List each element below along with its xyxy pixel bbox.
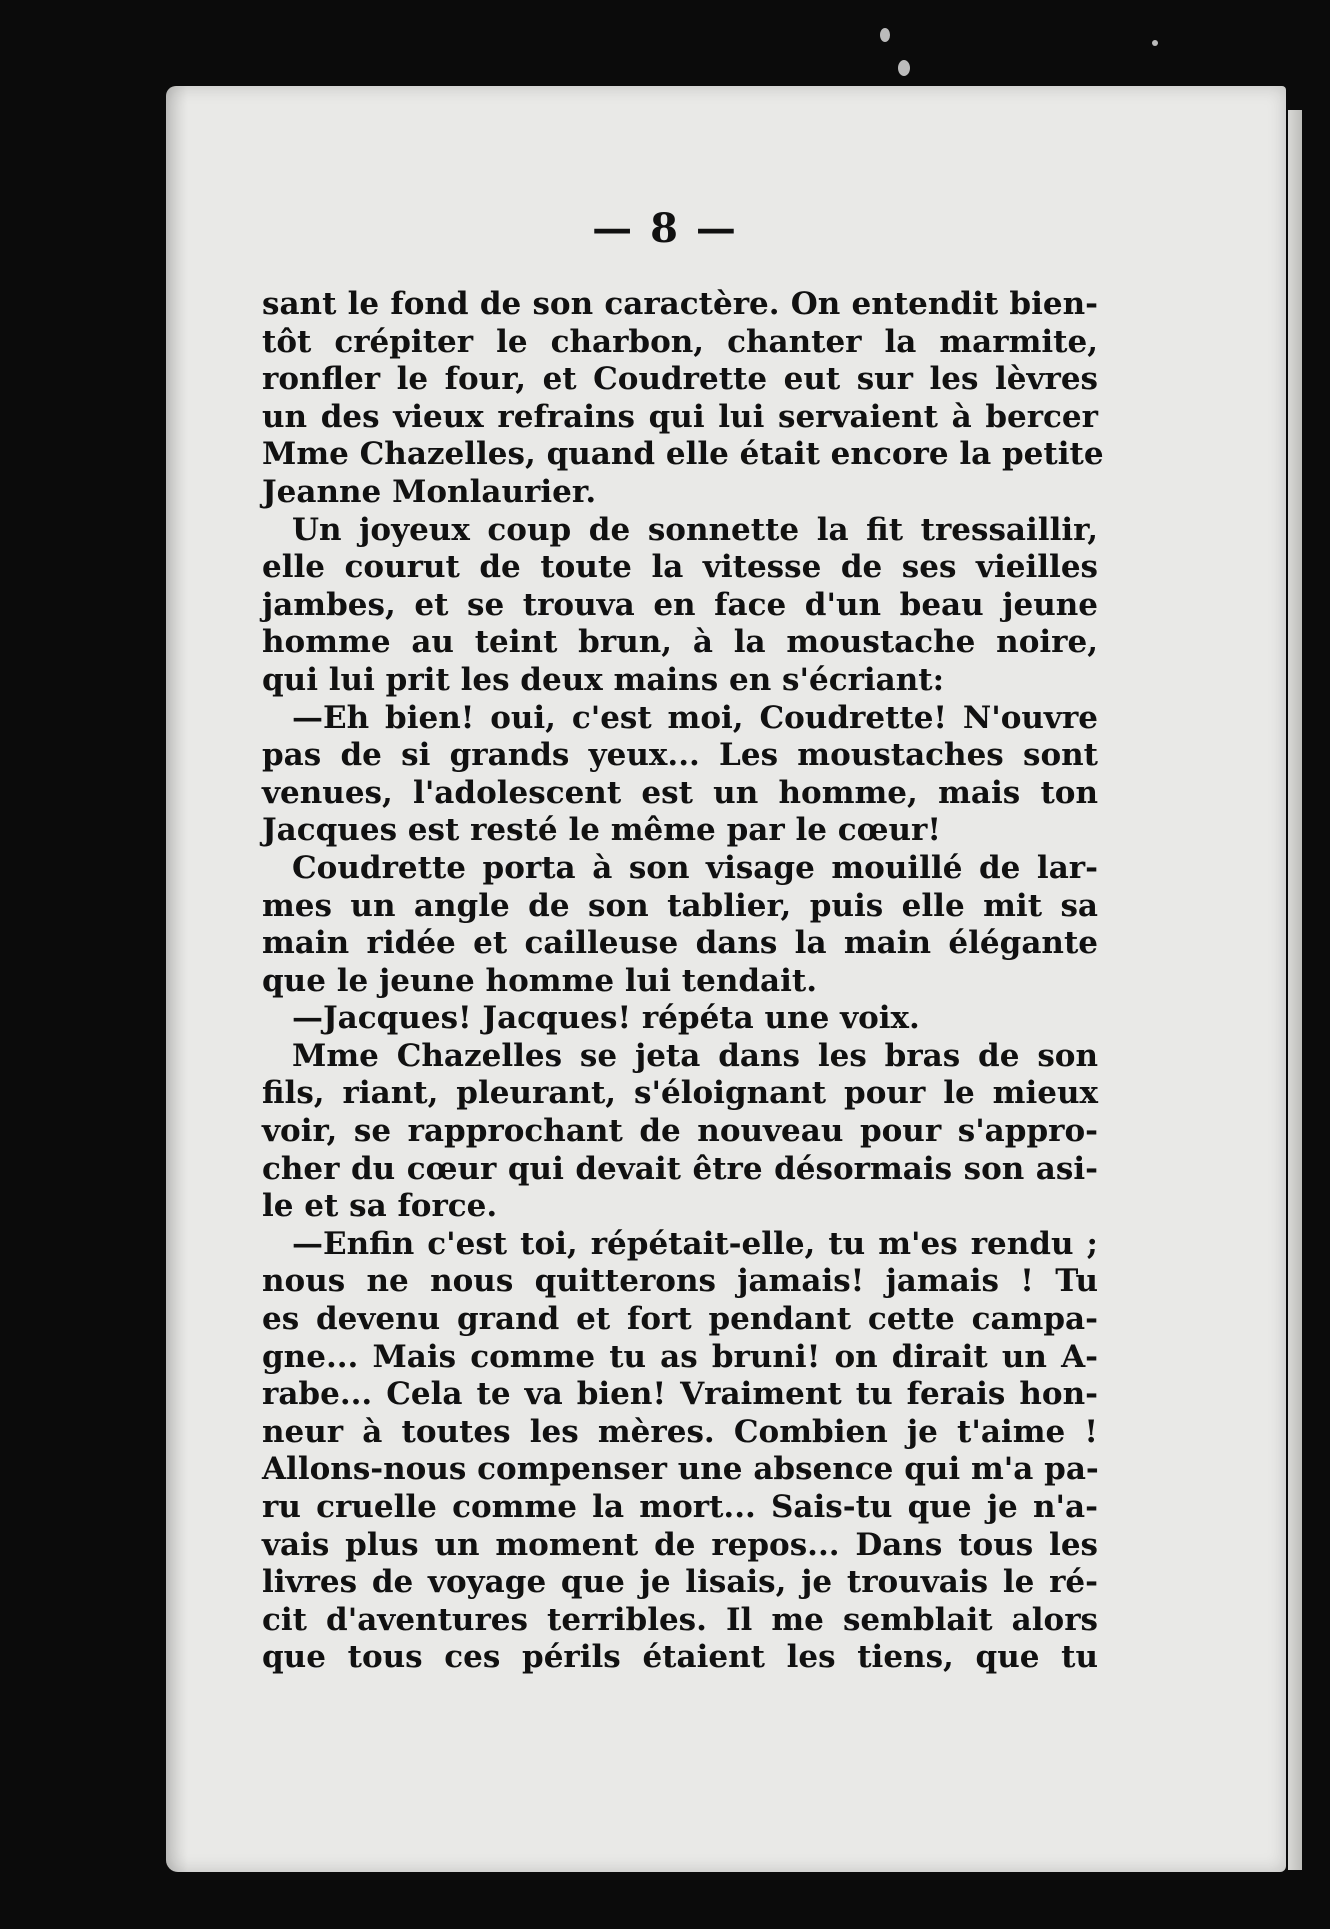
- text-line: voir, se rapprochant de nouveau pour s'appro-: [262, 1113, 1098, 1150]
- scan-speck: [1152, 40, 1158, 46]
- text-line: main ridée et cailleuse dans la main élégante: [262, 925, 1098, 962]
- text-line: Allons-nous compenser une absence qui m'a pa-: [262, 1451, 1099, 1488]
- text-line: sant le fond de son caractère. On entendit bien-: [262, 286, 1098, 322]
- text-line: Jacques est resté le même par le cœur!: [262, 812, 941, 849]
- text-line: que le jeune homme lui tendait.: [262, 962, 818, 999]
- text-line: Jeanne Monlaurier.: [262, 473, 597, 510]
- text-line: qui lui prit les deux mains en s'écriant:: [262, 661, 945, 698]
- text-line: nous ne nous quitterons jamais! jamais ! Tu: [262, 1263, 1098, 1300]
- text-line: vais plus un moment de repos... Dans tous les: [262, 1526, 1098, 1563]
- text-line: homme au teint brun, à la moustache noire,: [262, 624, 1098, 661]
- page-edge: [1288, 110, 1302, 1870]
- text-line: es devenu grand et fort pendant cette campa-: [262, 1301, 1098, 1338]
- text-line: que tous ces périls étaient les tiens, que tu: [262, 1639, 1098, 1676]
- body-text: [262, 286, 1104, 1677]
- text-line: mes un angle de son tablier, puis elle mit sa: [262, 887, 1098, 924]
- text-line: Coudrette porta à son visage mouillé de lar-: [292, 849, 1098, 886]
- text-line: Un joyeux coup de sonnette la fit tressaillir,: [292, 511, 1098, 548]
- text-line: pas de si grands yeux... Les moustaches sont: [262, 737, 1098, 774]
- text-line: —Eh bien! oui, c'est moi, Coudrette! N'ouvre: [292, 699, 1098, 736]
- binding-shadow: [166, 86, 188, 1872]
- text-line: cher du cœur qui devait être désormais son asi-: [262, 1150, 1098, 1187]
- text-line: tôt crépiter le charbon, chanter la marmite,: [262, 323, 1098, 360]
- text-line: cit d'aventures terribles. Il me semblait alors: [262, 1601, 1098, 1638]
- page-number: — 8 —: [592, 205, 738, 252]
- text-line: le et sa force.: [262, 1188, 498, 1225]
- scan-speck: [880, 28, 890, 42]
- text-line: jambes, et se trouva en face d'un beau jeune: [262, 586, 1098, 623]
- text-line: livres de voyage que je lisais, je trouvais le ré-: [262, 1564, 1098, 1601]
- text-line: —Jacques! Jacques! répéta une voix.: [292, 1000, 920, 1037]
- text-line: rabe... Cela te va bien! Vraiment tu ferais hon-: [262, 1376, 1098, 1413]
- text-line: Mme Chazelles se jeta dans les bras de son: [292, 1037, 1098, 1074]
- text-line: elle courut de toute la vitesse de ses vieilles: [262, 549, 1098, 586]
- text-line: un des vieux refrains qui lui servaient à bercer: [262, 398, 1098, 435]
- text-line: fils, riant, pleurant, s'éloignant pour le mieux: [262, 1075, 1098, 1112]
- text-line: —Enfin c'est toi, répétait-elle, tu m'es rendu ;: [292, 1225, 1098, 1262]
- text-line: ronfler le four, et Coudrette eut sur les lèvres: [262, 361, 1098, 398]
- text-line: ru cruelle comme la mort... Sais-tu que je n'a-: [262, 1489, 1098, 1525]
- text-line: venues, l'adolescent est un homme, mais ton: [262, 774, 1098, 811]
- text-line: gne... Mais comme tu as bruni! on dirait un A-: [262, 1338, 1098, 1375]
- scan-speck: [898, 60, 910, 76]
- text-line: Mme Chazelles, quand elle était encore la petite: [262, 436, 1104, 473]
- text-line: neur à toutes les mères. Combien je t'aime !: [262, 1413, 1098, 1450]
